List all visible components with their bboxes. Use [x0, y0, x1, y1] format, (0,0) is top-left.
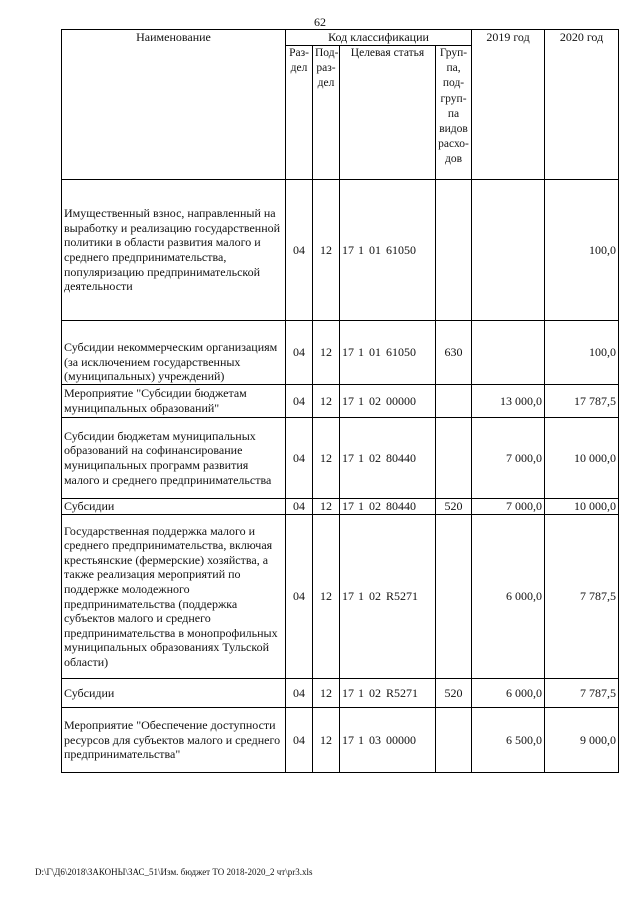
- expense-group-header: Груп- па, под- груп- па видов расхо- дов: [436, 46, 472, 180]
- row-expense-group: [436, 708, 472, 773]
- row-name: Мероприятие "Обеспечение доступности ресурсов для субъектов малого и среднего предпринимательства": [62, 708, 286, 773]
- row-2019: 13 000,0: [472, 385, 545, 418]
- row-section: 04: [286, 515, 313, 679]
- table-row: [62, 180, 619, 321]
- row-2019: 7 000,0: [472, 499, 545, 515]
- row-expense-group: [436, 385, 472, 418]
- row-2020: 100,0: [545, 321, 619, 385]
- row-2020: 100,0: [545, 180, 619, 321]
- row-section: 04: [286, 321, 313, 385]
- row-section: 04: [286, 499, 313, 515]
- section-header: Раз- дел: [286, 46, 313, 180]
- file-path-footer: D:\Г\Д6\2018\ЗАКОНЫ\ЗАС_51\Изм. бюджет ТО 2018-2020_2 чт\pr3.xls: [35, 867, 313, 877]
- row-target-item: 17 1 03 00000: [340, 708, 436, 773]
- row-expense-group: [436, 515, 472, 679]
- name-column-header: Наименование: [62, 30, 286, 180]
- table-row: [62, 385, 619, 418]
- row-name: Мероприятие "Субсидии бюджетам муниципальных образований": [62, 385, 286, 418]
- row-target-item: 17 1 02 R5271: [340, 679, 436, 708]
- row-section: 04: [286, 385, 313, 418]
- row-2019: 6 000,0: [472, 679, 545, 708]
- row-2019: [472, 180, 545, 321]
- row-name: Субсидии: [62, 499, 286, 515]
- row-name: Субсидии бюджетам муниципальных образований на софинансирование муниципальных программ развития малого и среднего предпринимательства: [62, 418, 286, 499]
- row-2019: 6 000,0: [472, 515, 545, 679]
- row-subsection: 12: [313, 321, 340, 385]
- table-row: [62, 708, 619, 773]
- table-row: [62, 499, 619, 515]
- row-expense-group: 520: [436, 499, 472, 515]
- row-subsection: 12: [313, 385, 340, 418]
- table-row: [62, 679, 619, 708]
- row-2019: [472, 321, 545, 385]
- row-expense-group: 520: [436, 679, 472, 708]
- row-section: 04: [286, 180, 313, 321]
- row-target-item: 17 1 01 61050: [340, 321, 436, 385]
- row-name: Имущественный взнос, направленный на выработку и реализацию государственной политики в области развития малого и среднего предпринимательства, популяризацию предпринимательской деятельности: [62, 180, 286, 321]
- page-number: 62: [314, 15, 326, 29]
- row-name: Субсидии некоммерческим организациям (за исключением государственных (муниципальных) учреждений): [62, 321, 286, 385]
- row-2020: 7 787,5: [545, 679, 619, 708]
- year-2020-header: 2020 год: [545, 30, 619, 180]
- row-2020: 7 787,5: [545, 515, 619, 679]
- row-expense-group: 630: [436, 321, 472, 385]
- row-subsection: 12: [313, 499, 340, 515]
- row-target-item: 17 1 02 00000: [340, 385, 436, 418]
- year-2019-header: 2019 год: [472, 30, 545, 180]
- budget-table: [61, 29, 619, 773]
- row-section: 04: [286, 679, 313, 708]
- subsection-header: Под- раз- дел: [313, 46, 340, 180]
- row-subsection: 12: [313, 679, 340, 708]
- row-target-item: 17 1 02 R5271: [340, 515, 436, 679]
- classification-header: Код классификации: [286, 30, 472, 46]
- row-name: Государственная поддержка малого и среднего предпринимательства, включая крестьянские (фермерские) хозяйства, а также реализация мероприятий по поддержке молодежного предпринимательства (поддержка субъектов малого и среднего предпринимательства в монопрофильных муниципальных образованиях Тульской области): [62, 515, 286, 679]
- table-row: [62, 515, 619, 679]
- row-section: 04: [286, 418, 313, 499]
- row-2020: 9 000,0: [545, 708, 619, 773]
- row-target-item: 17 1 02 80440: [340, 418, 436, 499]
- row-target-item: 17 1 01 61050: [340, 180, 436, 321]
- row-section: 04: [286, 708, 313, 773]
- row-subsection: 12: [313, 515, 340, 679]
- row-subsection: 12: [313, 418, 340, 499]
- row-2020: 10 000,0: [545, 418, 619, 499]
- row-target-item: 17 1 02 80440: [340, 499, 436, 515]
- row-2020: 17 787,5: [545, 385, 619, 418]
- row-2019: 6 500,0: [472, 708, 545, 773]
- row-2020: 10 000,0: [545, 499, 619, 515]
- table-row: [62, 418, 619, 499]
- row-2019: 7 000,0: [472, 418, 545, 499]
- row-name: Субсидии: [62, 679, 286, 708]
- row-subsection: 12: [313, 708, 340, 773]
- table-row: [62, 321, 619, 385]
- row-expense-group: [436, 180, 472, 321]
- target-item-header: Целевая статья: [340, 46, 436, 180]
- row-subsection: 12: [313, 180, 340, 321]
- row-expense-group: [436, 418, 472, 499]
